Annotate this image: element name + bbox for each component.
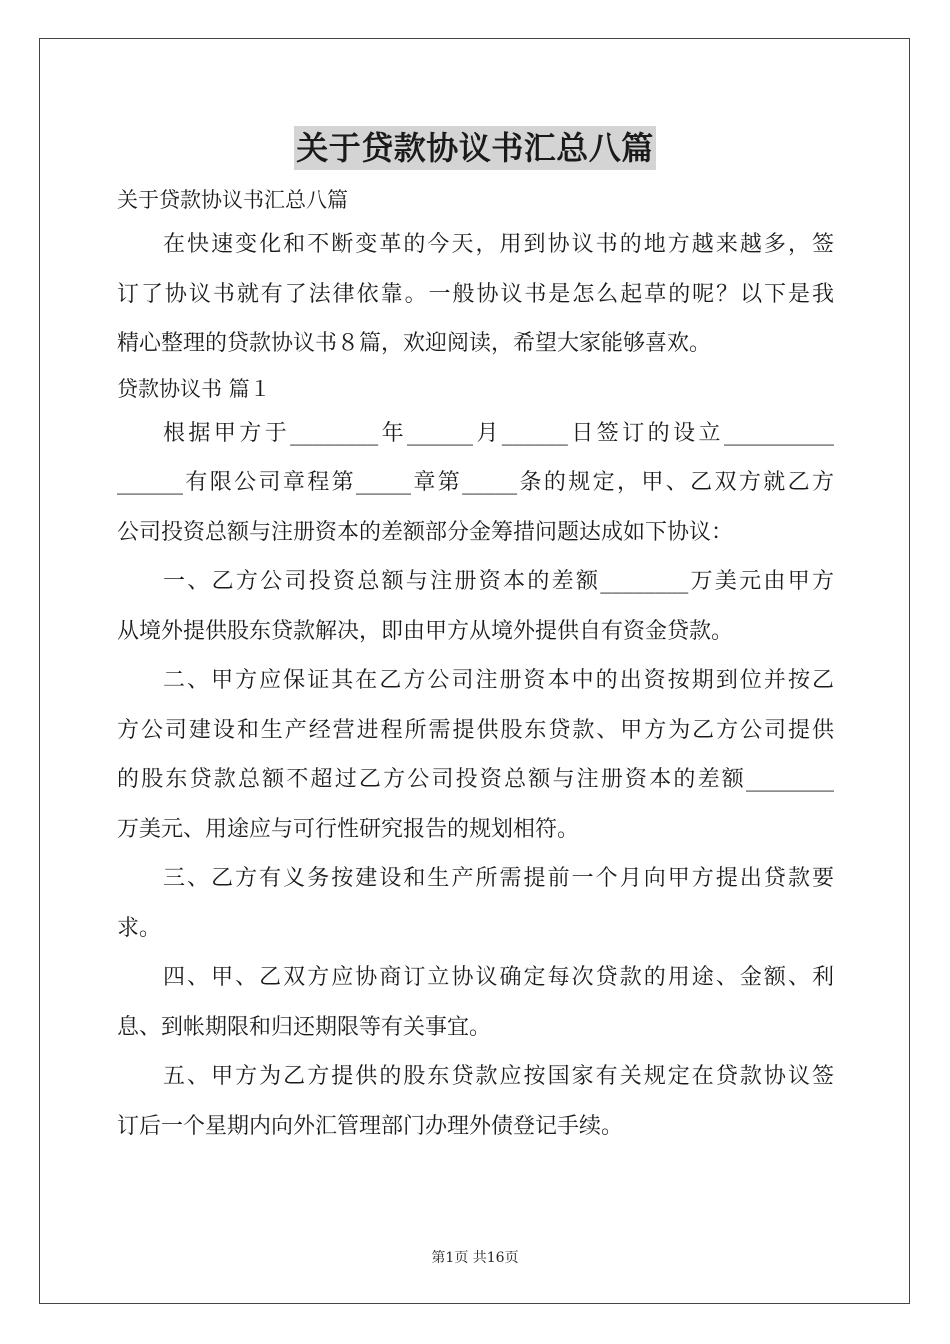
paragraph-line: 一、乙方公司投资总额与注册资本的差额________万美元由甲方 [163, 569, 834, 594]
paragraph-line: 从境外提供股东贷款解决，即由甲方从境外提供自有资金贷款。 [117, 618, 734, 644]
page-footer: 第1页 共16页 [431, 1250, 519, 1266]
paragraph-line: 四、甲、乙双方应协商订立协议确定每次贷款的用途、金额、利 [163, 965, 834, 990]
paragraph-line: 方公司建设和生产经营进程所需提供股东贷款、甲方为乙方公司提供 [117, 717, 834, 743]
paragraph-line: 公司投资总额与注册资本的差额部分金筹措问题达成如下协议： [117, 519, 734, 545]
paragraph-line: 求。 [117, 915, 162, 941]
paragraph-line: 订了协议书就有了法律依靠。一般协议书是怎么起草的呢？以下是我 [117, 281, 834, 307]
subtitle-line: 关于贷款协议书汇总八篇 [117, 188, 348, 212]
paragraph-line: ______有限公司章程第_____章第_____条的规定，甲、乙双方就乙方 [117, 470, 834, 495]
paragraph-line: 二、甲方应保证其在乙方公司注册资本中的出资按期到位并按乙 [163, 668, 834, 693]
title-container [0, 126, 950, 170]
paragraph-line: 的股东贷款总额不超过乙方公司投资总额与注册资本的差额________ [117, 767, 834, 792]
paragraph-line: 万美元、用途应与可行性研究报告的规划相符。 [117, 816, 580, 842]
paragraph-line: 精心整理的贷款协议书８篇，欢迎阅读，希望大家能够喜欢。 [117, 331, 712, 356]
paragraph-line: 根据甲方于________年______月______日签订的设立__________ [163, 420, 834, 446]
paragraph-line: 在快速变化和不断变革的今天，用到协议书的地方越来越多，签 [163, 232, 834, 257]
paragraph-line: 订后一个星期内向外汇管理部门办理外债登记手续。 [117, 1113, 624, 1139]
section-heading: 贷款协议书 篇１ [117, 376, 271, 401]
paragraph-line: 五、甲方为乙方提供的股东贷款应按国家有关规定在贷款协议签 [163, 1064, 834, 1089]
paragraph-line: 三、乙方有义务按建设和生产所需提前一个月向甲方提出贷款要 [163, 866, 834, 891]
paragraph-line: 息、到帐期限和归还期限等有关事宜。 [117, 1014, 492, 1040]
document-body [117, 180, 834, 1151]
document-title: 关于贷款协议书汇总八篇 [294, 126, 656, 170]
